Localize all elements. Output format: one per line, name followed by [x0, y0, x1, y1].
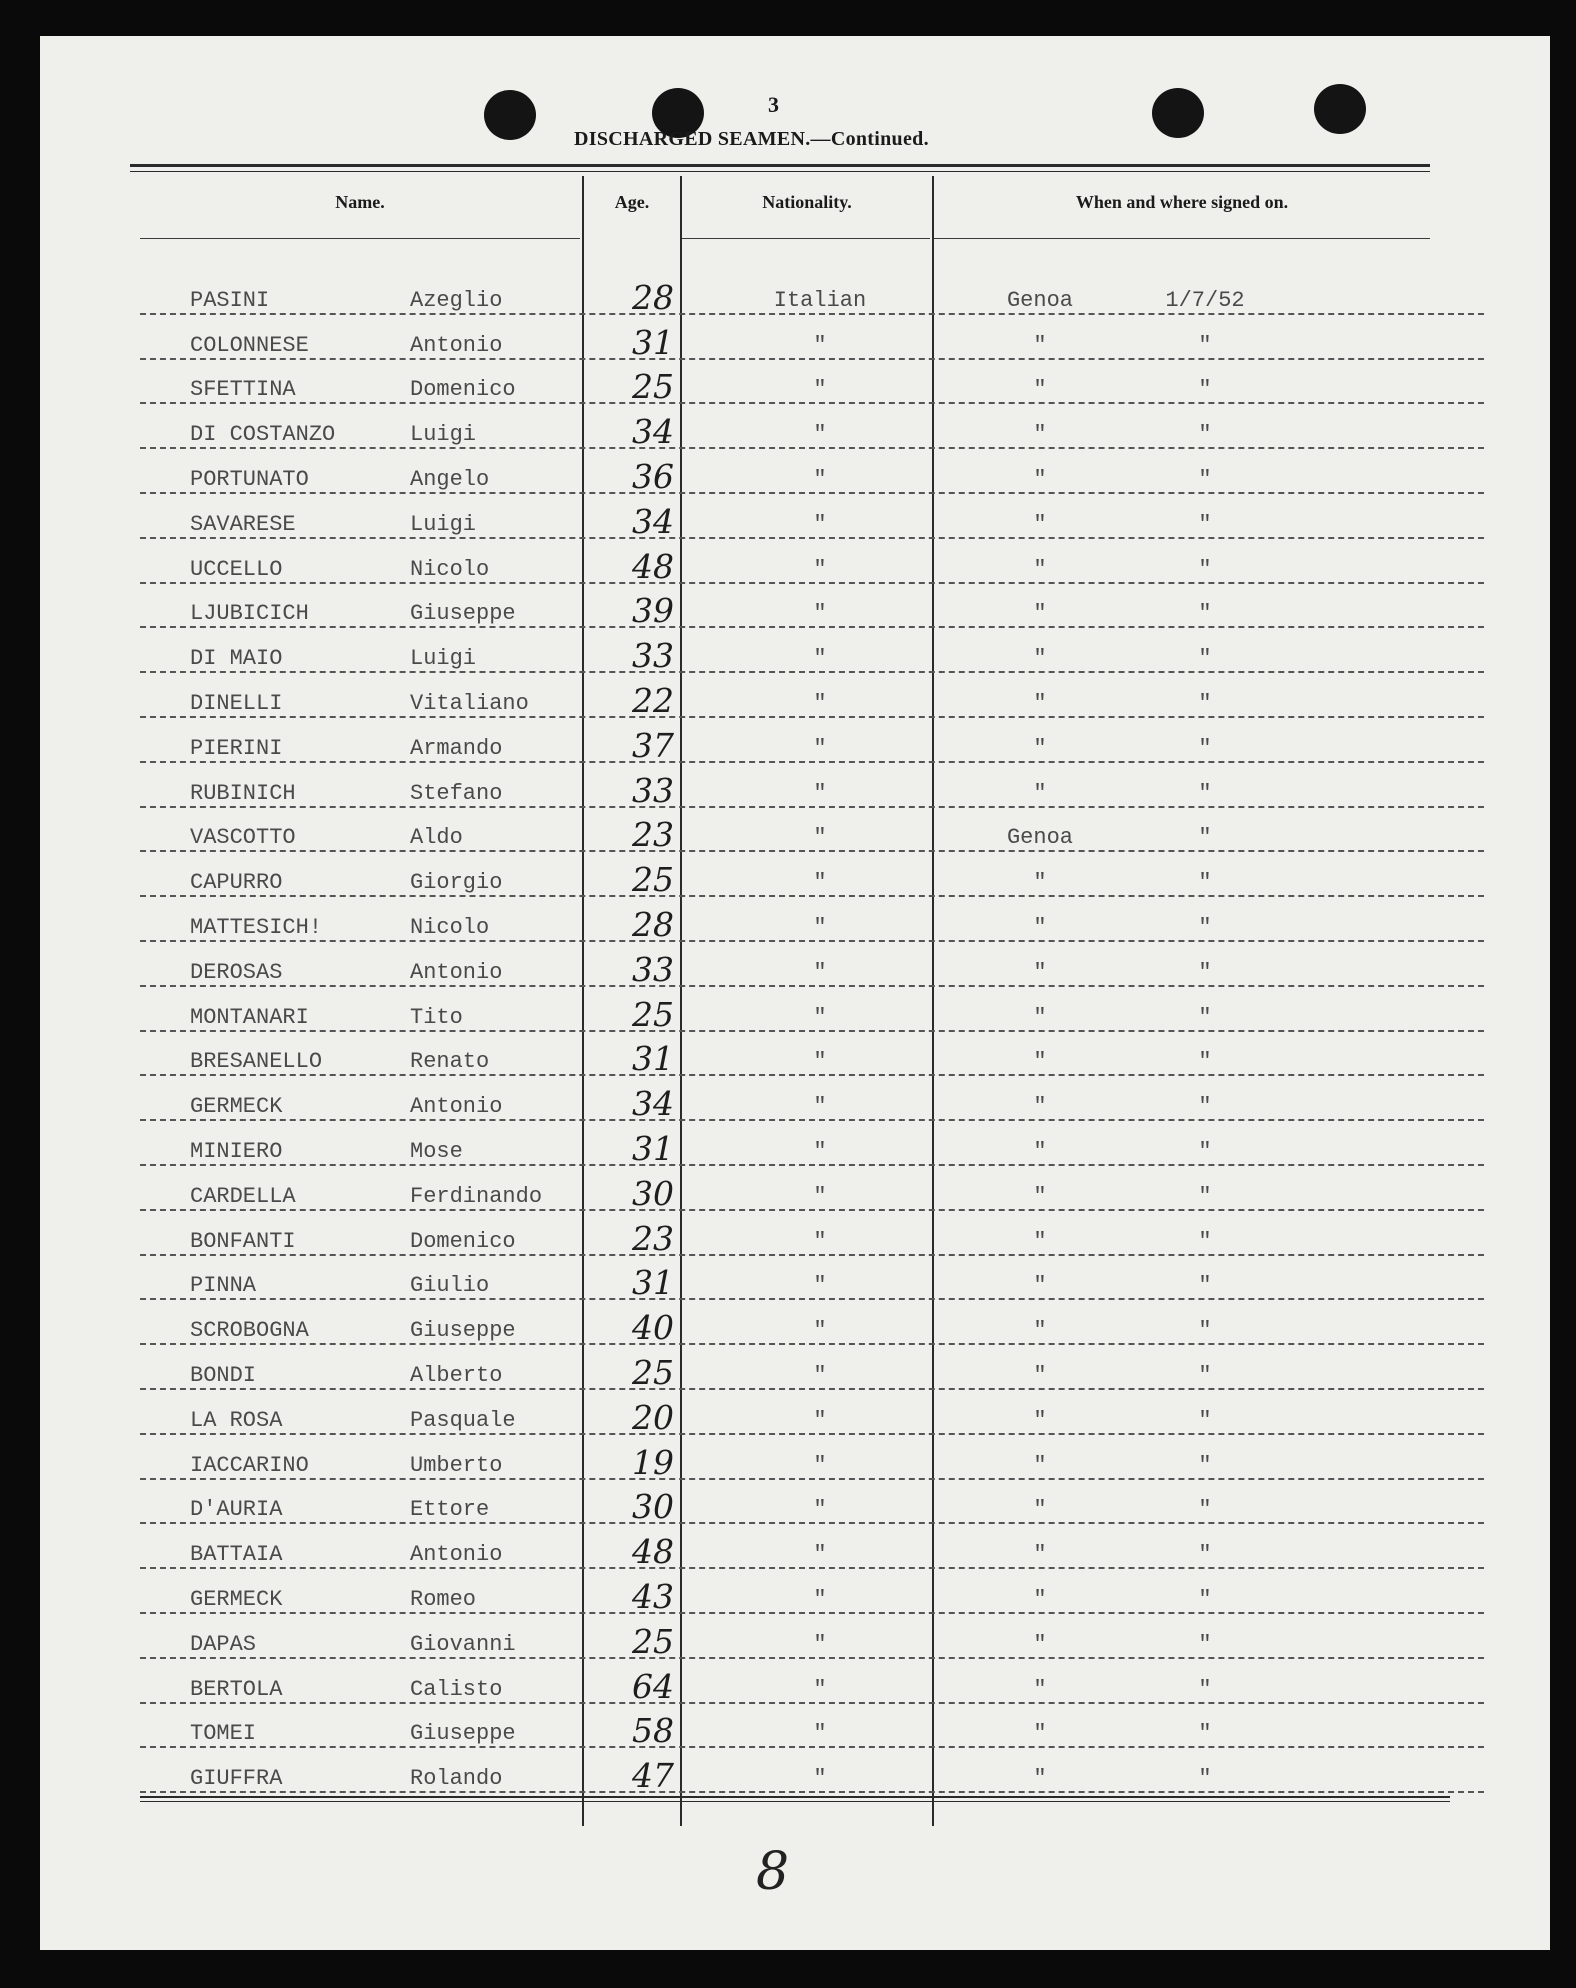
seaman-given-name: Antonio: [410, 332, 503, 358]
row-leader: [140, 1567, 1484, 1569]
signed-on-place: ": [1033, 332, 1047, 358]
row-leader: [140, 940, 1484, 942]
table-row: [40, 1260, 1550, 1305]
seaman-surname: VASCOTTO: [190, 825, 296, 851]
seaman-surname: SFETTINA: [190, 377, 296, 403]
punch-hole: [1314, 84, 1366, 134]
signed-on-date: ": [1198, 1586, 1212, 1612]
table-row: [40, 677, 1550, 722]
seaman-given-name: Alberto: [410, 1362, 503, 1388]
table-row: [40, 1752, 1550, 1797]
seaman-age: 34: [632, 412, 674, 452]
signed-on-date: ": [1198, 511, 1212, 537]
table-row: [40, 767, 1550, 812]
signed-on-place: ": [1033, 556, 1047, 582]
seaman-surname: MATTESICH!: [190, 914, 323, 940]
table-row: [40, 1573, 1550, 1618]
seaman-age: 31: [632, 322, 674, 362]
row-leader: [140, 492, 1484, 494]
row-leader: [140, 716, 1484, 718]
seaman-given-name: Armando: [410, 735, 503, 761]
signed-on-place: ": [1033, 690, 1047, 716]
seaman-given-name: Nicolo: [410, 914, 490, 940]
seaman-surname: GIUFFRA: [190, 1766, 283, 1792]
row-leader: [140, 1254, 1484, 1256]
signed-on-place: ": [1033, 1676, 1047, 1702]
signed-on-date: ": [1198, 422, 1212, 448]
seaman-nationality: ": [813, 1094, 827, 1120]
page-title: DISCHARGED SEAMEN.—Continued.: [574, 128, 929, 150]
header-underline: [140, 238, 580, 239]
row-leader: [140, 626, 1484, 628]
signed-on-date: ": [1198, 780, 1212, 806]
seaman-given-name: Luigi: [410, 422, 477, 448]
seaman-age: 25: [632, 994, 674, 1034]
seaman-nationality: ": [813, 601, 827, 627]
seaman-age: 33: [632, 636, 674, 676]
seaman-nationality: ": [813, 914, 827, 940]
signed-on-date: ": [1198, 1004, 1212, 1030]
seaman-nationality: ": [813, 1362, 827, 1388]
seaman-age: 31: [632, 1263, 674, 1303]
seaman-given-name: Angelo: [410, 466, 490, 492]
row-leader: [140, 1074, 1484, 1076]
seaman-surname: BONFANTI: [190, 1228, 296, 1254]
signed-on-date: ": [1198, 1362, 1212, 1388]
row-leader: [140, 985, 1484, 987]
seaman-nationality: ": [813, 870, 827, 896]
seaman-given-name: Luigi: [410, 511, 477, 537]
table-row: [40, 1528, 1550, 1573]
table-row: [40, 901, 1550, 946]
signed-on-date: ": [1198, 1631, 1212, 1657]
seaman-nationality: ": [813, 1049, 827, 1075]
seaman-surname: MINIERO: [190, 1138, 283, 1164]
signed-on-place: ": [1033, 1542, 1047, 1568]
signed-on-place: ": [1033, 1094, 1047, 1120]
table-row: [40, 274, 1550, 319]
row-leader: [140, 850, 1484, 852]
signed-on-date: ": [1198, 690, 1212, 716]
seaman-nationality: ": [813, 1497, 827, 1523]
seaman-given-name: Ferdinando: [410, 1183, 543, 1209]
seaman-age: 25: [632, 1621, 674, 1661]
row-leader: [140, 1702, 1484, 1704]
signed-on-place: ": [1033, 1318, 1047, 1344]
seaman-age: 22: [632, 680, 674, 720]
seaman-age: 25: [632, 1352, 674, 1392]
signed-on-date: ": [1198, 1318, 1212, 1344]
signed-on-date: 1/7/52: [1165, 287, 1245, 313]
signed-on-date: ": [1198, 1721, 1212, 1747]
seaman-given-name: Antonio: [410, 959, 503, 985]
seaman-age: 20: [632, 1397, 674, 1437]
seaman-surname: DINELLI: [190, 690, 283, 716]
page-number: 3: [768, 92, 779, 117]
table-row: [40, 1708, 1550, 1753]
table-row: [40, 543, 1550, 588]
row-leader: [140, 1433, 1484, 1435]
seaman-age: 43: [632, 1576, 674, 1616]
seaman-nationality: ": [813, 735, 827, 761]
seaman-given-name: Giorgio: [410, 870, 503, 896]
seaman-nationality: ": [813, 1004, 827, 1030]
signed-on-date: ": [1198, 1407, 1212, 1433]
row-leader: [140, 806, 1484, 808]
row-leader: [140, 1343, 1484, 1345]
row-leader: [140, 1746, 1484, 1748]
table-row: [40, 1484, 1550, 1529]
seaman-nationality: ": [813, 780, 827, 806]
table-row: [40, 1349, 1550, 1394]
table-row: [40, 946, 1550, 991]
row-leader: [140, 582, 1484, 584]
seaman-surname: BERTOLA: [190, 1676, 283, 1702]
signed-on-date: ": [1198, 825, 1212, 851]
table-row: [40, 632, 1550, 677]
seaman-surname: BRESANELLO: [190, 1049, 323, 1075]
table-row: [40, 1036, 1550, 1081]
table-row: [40, 588, 1550, 633]
punch-hole: [1152, 88, 1204, 138]
seaman-surname: BATTAIA: [190, 1542, 283, 1568]
signed-on-place: ": [1033, 1497, 1047, 1523]
signed-on-place: Genoa: [1006, 825, 1073, 851]
signed-on-place: ": [1033, 646, 1047, 672]
seaman-nationality: ": [813, 1318, 827, 1344]
seaman-nationality: ": [813, 1676, 827, 1702]
signed-on-date: ": [1198, 1766, 1212, 1792]
signed-on-place: ": [1033, 1452, 1047, 1478]
seaman-surname: CARDELLA: [190, 1183, 296, 1209]
seaman-surname: LA ROSA: [190, 1407, 283, 1433]
seaman-given-name: Mose: [410, 1138, 463, 1164]
signed-on-date: ": [1198, 1676, 1212, 1702]
seaman-age: 34: [632, 1084, 674, 1124]
seaman-given-name: Romeo: [410, 1586, 477, 1612]
seaman-nationality: ": [813, 1407, 827, 1433]
seaman-age: 31: [632, 1039, 674, 1079]
seaman-nationality: ": [813, 1138, 827, 1164]
signed-on-place: ": [1033, 870, 1047, 896]
seaman-age: 36: [632, 456, 674, 496]
signed-on-place: ": [1033, 1631, 1047, 1657]
signed-on-date: ": [1198, 1452, 1212, 1478]
table-row: [40, 1663, 1550, 1708]
seaman-age: 47: [632, 1756, 674, 1796]
table-row: [40, 1170, 1550, 1215]
seaman-age: 30: [632, 1173, 674, 1213]
seaman-given-name: Ettore: [410, 1497, 490, 1523]
header-underline: [934, 238, 1430, 239]
header-rule: [130, 171, 1430, 172]
table-row: [40, 1215, 1550, 1260]
seaman-given-name: Nicolo: [410, 556, 490, 582]
signed-on-place: ": [1033, 1138, 1047, 1164]
seaman-surname: TOMEI: [190, 1721, 257, 1747]
signed-on-date: ": [1198, 556, 1212, 582]
signed-on-place: ": [1033, 377, 1047, 403]
seaman-surname: BONDI: [190, 1362, 257, 1388]
seaman-given-name: Tito: [410, 1004, 463, 1030]
row-leader: [140, 313, 1484, 315]
row-leader: [140, 671, 1484, 673]
row-leader: [140, 1612, 1484, 1614]
signed-on-place: ": [1033, 1273, 1047, 1299]
signed-on-place: ": [1033, 1049, 1047, 1075]
seaman-given-name: Vitaliano: [410, 690, 529, 716]
signed-on-date: ": [1198, 1228, 1212, 1254]
seaman-surname: COLONNESE: [190, 332, 309, 358]
seaman-given-name: Umberto: [410, 1452, 503, 1478]
seaman-nationality: Italian: [773, 287, 867, 313]
seaman-nationality: ": [813, 377, 827, 403]
seaman-nationality: ": [813, 556, 827, 582]
table-row: [40, 1125, 1550, 1170]
seaman-given-name: Luigi: [410, 646, 477, 672]
signed-on-place: ": [1033, 1766, 1047, 1792]
seaman-surname: PIERINI: [190, 735, 283, 761]
signed-on-place: Genoa: [1006, 287, 1073, 313]
seaman-nationality: ": [813, 466, 827, 492]
signed-on-place: ": [1033, 1004, 1047, 1030]
seaman-surname: RUBINICH: [190, 780, 296, 806]
header-rule: [130, 164, 1430, 167]
signed-on-place: ": [1033, 601, 1047, 627]
seaman-given-name: Giuseppe: [410, 601, 516, 627]
row-leader: [140, 1657, 1484, 1659]
handwritten-mark: 8: [756, 1842, 790, 1902]
seaman-surname: PASINI: [190, 287, 270, 313]
signed-on-date: ": [1198, 914, 1212, 940]
seaman-given-name: Giuseppe: [410, 1721, 516, 1747]
signed-on-date: ": [1198, 870, 1212, 896]
table-row: [40, 364, 1550, 409]
row-leader: [140, 895, 1484, 897]
column-header-name: Name.: [335, 192, 385, 212]
row-leader: [140, 537, 1484, 539]
row-leader: [140, 1478, 1484, 1480]
footer-rule: [140, 1801, 1450, 1802]
seaman-age: 30: [632, 1487, 674, 1527]
signed-on-place: ": [1033, 1228, 1047, 1254]
seaman-given-name: Giovanni: [410, 1631, 516, 1657]
seamen-list: [40, 274, 1550, 1797]
document-page: [40, 36, 1550, 1950]
column-header-nationality: Nationality.: [762, 192, 852, 212]
seaman-nationality: ": [813, 690, 827, 716]
seaman-age: 48: [632, 1532, 674, 1572]
seaman-age: 23: [632, 1218, 674, 1258]
signed-on-date: ": [1198, 1138, 1212, 1164]
seaman-nationality: ": [813, 332, 827, 358]
seaman-nationality: ": [813, 1273, 827, 1299]
row-leader: [140, 402, 1484, 404]
row-leader: [140, 1522, 1484, 1524]
seaman-age: 58: [632, 1711, 674, 1751]
seaman-surname: DI MAIO: [190, 646, 283, 672]
column-header-signed-on: When and where signed on.: [1075, 192, 1289, 212]
signed-on-date: ": [1198, 466, 1212, 492]
row-leader: [140, 447, 1484, 449]
table-row: [40, 453, 1550, 498]
row-leader: [140, 1209, 1484, 1211]
signed-on-place: ": [1033, 422, 1047, 448]
seaman-given-name: Calisto: [410, 1676, 503, 1702]
seaman-nationality: ": [813, 646, 827, 672]
seaman-given-name: Aldo: [410, 825, 463, 851]
signed-on-place: ": [1033, 914, 1047, 940]
seaman-surname: PINNA: [190, 1273, 257, 1299]
table-row: [40, 498, 1550, 543]
signed-on-date: ": [1198, 332, 1212, 358]
seaman-surname: CAPURRO: [190, 870, 283, 896]
seaman-nationality: ": [813, 1542, 827, 1568]
seaman-surname: D'AURIA: [190, 1497, 283, 1523]
seaman-given-name: Domenico: [410, 1228, 516, 1254]
signed-on-place: ": [1033, 1721, 1047, 1747]
seaman-age: 23: [632, 815, 674, 855]
footer-rule: [140, 1796, 1450, 1798]
table-row: [40, 991, 1550, 1036]
signed-on-place: ": [1033, 959, 1047, 985]
seaman-given-name: Stefano: [410, 780, 503, 806]
seaman-surname: SCROBOGNA: [190, 1318, 309, 1344]
signed-on-date: ": [1198, 1183, 1212, 1209]
row-leader: [140, 1030, 1484, 1032]
row-leader: [140, 358, 1484, 360]
seaman-given-name: Giuseppe: [410, 1318, 516, 1344]
row-leader: [140, 1298, 1484, 1300]
seaman-given-name: Azeglio: [410, 287, 503, 313]
seaman-nationality: ": [813, 1766, 827, 1792]
signed-on-date: ": [1198, 959, 1212, 985]
signed-on-date: ": [1198, 1497, 1212, 1523]
seaman-nationality: ": [813, 422, 827, 448]
seaman-age: 34: [632, 501, 674, 541]
seaman-age: 40: [632, 1308, 674, 1348]
signed-on-place: ": [1033, 511, 1047, 537]
seaman-nationality: ": [813, 959, 827, 985]
signed-on-date: ": [1198, 377, 1212, 403]
table-row: [40, 319, 1550, 364]
seaman-given-name: Rolando: [410, 1766, 503, 1792]
seaman-nationality: ": [813, 1631, 827, 1657]
table-row: [40, 722, 1550, 767]
signed-on-date: ": [1198, 1094, 1212, 1120]
seaman-nationality: ": [813, 825, 827, 851]
seaman-nationality: ": [813, 1586, 827, 1612]
seaman-age: 25: [632, 860, 674, 900]
seaman-age: 48: [632, 546, 674, 586]
seaman-given-name: Pasquale: [410, 1407, 516, 1433]
seaman-surname: DI COSTANZO: [190, 422, 336, 448]
seaman-surname: DAPAS: [190, 1631, 257, 1657]
seaman-age: 33: [632, 770, 674, 810]
signed-on-date: ": [1198, 1542, 1212, 1568]
seaman-age: 33: [632, 949, 674, 989]
seaman-surname: SAVARESE: [190, 511, 296, 537]
seaman-age: 28: [632, 277, 674, 317]
seaman-surname: MONTANARI: [190, 1004, 309, 1030]
seaman-given-name: Renato: [410, 1049, 490, 1075]
table-row: [40, 1394, 1550, 1439]
table-row: [40, 812, 1550, 857]
seaman-nationality: ": [813, 1721, 827, 1747]
signed-on-place: ": [1033, 466, 1047, 492]
signed-on-place: ": [1033, 735, 1047, 761]
header-underline: [682, 238, 930, 239]
seaman-given-name: Domenico: [410, 377, 516, 403]
seaman-surname: PORTUNATO: [190, 466, 309, 492]
seaman-given-name: Antonio: [410, 1094, 503, 1120]
seaman-surname: DEROSAS: [190, 959, 283, 985]
row-leader: [140, 1164, 1484, 1166]
seaman-age: 19: [632, 1442, 674, 1482]
seaman-age: 39: [632, 591, 674, 631]
row-leader: [140, 1791, 1484, 1793]
signed-on-place: ": [1033, 780, 1047, 806]
seaman-nationality: ": [813, 1228, 827, 1254]
seaman-nationality: ": [813, 1183, 827, 1209]
signed-on-date: ": [1198, 646, 1212, 672]
table-row: [40, 1439, 1550, 1484]
signed-on-place: ": [1033, 1183, 1047, 1209]
column-header-age: Age.: [614, 192, 650, 212]
row-leader: [140, 1119, 1484, 1121]
seaman-surname: GERMECK: [190, 1094, 283, 1120]
signed-on-place: ": [1033, 1586, 1047, 1612]
seaman-age: 37: [632, 725, 674, 765]
seaman-surname: LJUBICICH: [190, 601, 309, 627]
punch-hole: [484, 90, 536, 140]
table-row: [40, 408, 1550, 453]
seaman-age: 25: [632, 367, 674, 407]
row-leader: [140, 761, 1484, 763]
signed-on-date: ": [1198, 735, 1212, 761]
signed-on-place: ": [1033, 1407, 1047, 1433]
seaman-age: 31: [632, 1128, 674, 1168]
row-leader: [140, 1388, 1484, 1390]
seaman-surname: IACCARINO: [190, 1452, 309, 1478]
seaman-surname: GERMECK: [190, 1586, 283, 1612]
signed-on-date: ": [1198, 1273, 1212, 1299]
seaman-age: 64: [632, 1666, 674, 1706]
signed-on-date: ": [1198, 1049, 1212, 1075]
table-row: [40, 1080, 1550, 1125]
table-row: [40, 856, 1550, 901]
seaman-age: 28: [632, 904, 674, 944]
seaman-given-name: Giulio: [410, 1273, 490, 1299]
seaman-given-name: Antonio: [410, 1542, 503, 1568]
signed-on-place: ": [1033, 1362, 1047, 1388]
signed-on-date: ": [1198, 601, 1212, 627]
seaman-surname: UCCELLO: [190, 556, 283, 582]
table-row: [40, 1618, 1550, 1663]
seaman-nationality: ": [813, 1452, 827, 1478]
seaman-nationality: ": [813, 511, 827, 537]
table-row: [40, 1304, 1550, 1349]
